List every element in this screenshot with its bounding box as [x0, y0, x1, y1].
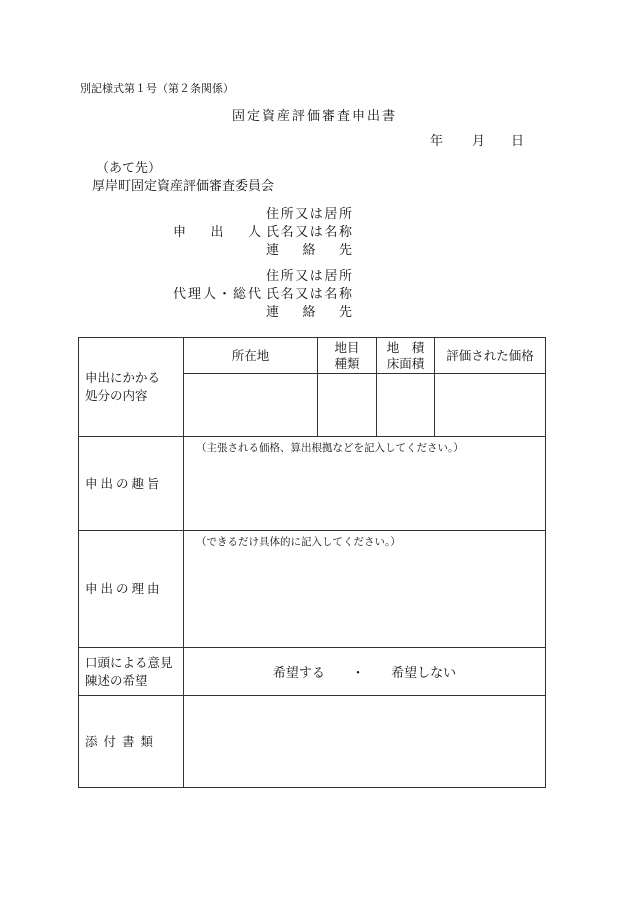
- date-month-label: 月: [472, 134, 486, 149]
- value-header: [435, 338, 546, 374]
- oral-label-line2: 陳述の希望: [85, 672, 148, 688]
- area-header-line2: 床面積: [386, 355, 425, 371]
- attachments-label: [79, 696, 184, 788]
- agent-block: [170, 265, 370, 325]
- category-header-line2: 種類: [334, 355, 360, 371]
- disposition-label-line2: 処分の内容: [85, 388, 148, 403]
- date-day-label: 日: [511, 134, 525, 149]
- oral-yes-option[interactable]: 希望する: [272, 666, 325, 681]
- location-header-text: 所在地: [231, 347, 270, 363]
- location-header: [184, 338, 318, 374]
- oral-no-option[interactable]: 希望しない: [391, 666, 457, 681]
- value-input-cell[interactable]: [435, 374, 546, 437]
- category-input-cell[interactable]: [318, 374, 377, 437]
- applicant-name-field: 氏名又は名称: [266, 225, 352, 240]
- purpose-label-text: 申出の趣旨: [85, 475, 163, 491]
- page-title: 固定資産評価審査申出書: [232, 109, 398, 124]
- location-input-cell[interactable]: [184, 374, 318, 437]
- reason-note: （できるだけ具体的に記入してください。）: [196, 536, 401, 548]
- applicant-contact-field: 連絡先: [266, 243, 352, 258]
- purpose-input-cell[interactable]: [184, 437, 546, 531]
- attachments-input-cell[interactable]: [184, 696, 546, 788]
- value-header-text: 評価された価格: [446, 347, 534, 363]
- disposition-label-line1: 申出にかかる: [85, 370, 161, 385]
- area-header-line1: 地 積: [386, 339, 425, 355]
- reason-label: [79, 531, 184, 648]
- applicant-block: [170, 203, 370, 263]
- applicant-address-field: 住所又は居所: [266, 207, 352, 222]
- reason-input-cell[interactable]: [184, 531, 546, 648]
- oral-label-line1: 口頭による意見: [85, 654, 173, 670]
- oral-statement-label: [79, 648, 184, 696]
- agent-name-field: 氏名又は名称: [266, 287, 352, 302]
- area-header: [377, 338, 435, 374]
- form-number: 別記様式第１号（第２条関係）: [80, 82, 234, 95]
- agent-address-field: 住所又は居所: [266, 269, 352, 284]
- agent-contact-field: 連絡先: [266, 305, 352, 320]
- oral-separator: ・: [351, 666, 365, 681]
- agent-label: 代理人・総代: [173, 287, 261, 302]
- category-header-line1: 地目: [334, 339, 360, 355]
- disposition-label: [79, 338, 184, 437]
- addressee-prefix: （あて先）: [96, 161, 162, 176]
- oral-statement-choice: [184, 648, 546, 696]
- addressee-name: 厚岸町固定資産評価審査委員会: [92, 179, 275, 194]
- attachments-label-text: 添付書類: [85, 733, 160, 749]
- purpose-note: （主張される価格、算出根拠などを記入してください。）: [196, 442, 464, 454]
- purpose-label: [79, 437, 184, 531]
- date-year-label: 年: [430, 134, 444, 149]
- category-header: [318, 338, 377, 374]
- application-table: [78, 337, 546, 788]
- reason-label-text: 申出の理由: [85, 581, 163, 596]
- area-input-cell[interactable]: [377, 374, 435, 437]
- applicant-label: 申出人: [173, 225, 261, 240]
